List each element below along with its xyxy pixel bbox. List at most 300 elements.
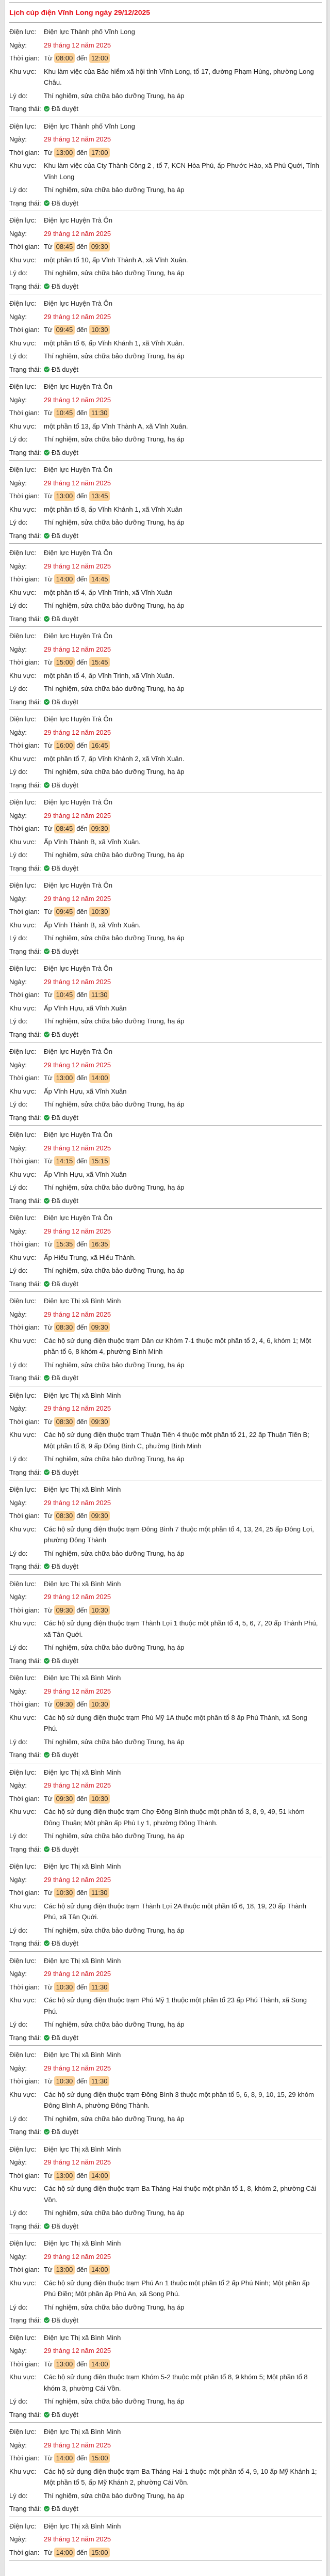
company-row-value: Điện lực Thị xã Bình Minh — [44, 1674, 121, 1682]
reason-row-label: Lý do: — [9, 2209, 28, 2217]
company-row-label: Điện lực: — [9, 965, 37, 972]
status-badge: Đã duyệt — [52, 947, 79, 955]
time-row-value — [44, 740, 322, 751]
check-circle-icon — [44, 1469, 50, 1475]
date-row-label: Ngày: — [9, 135, 27, 143]
date-row — [9, 1058, 322, 1072]
outage-entry — [9, 1575, 322, 1669]
end-time-badge: 14:00 — [89, 2265, 110, 2274]
date-row-value: 29 tháng 12 năm 2025 — [44, 2158, 111, 2166]
area-row-label: Khu vực: — [9, 422, 37, 430]
status-row — [9, 696, 322, 709]
time-row-label: Thời gian: — [9, 2266, 40, 2273]
start-time-badge: 13:00 — [54, 2265, 75, 2274]
reason-row-label: Lý do: — [9, 602, 28, 609]
area-row — [9, 2088, 322, 2112]
time-row-label: Thời gian: — [9, 2454, 40, 2462]
time-row-value — [44, 2359, 322, 2370]
area-row-value: Các hộ sử dụng điện thuộc trạm Phú Mỹ 1 thuộc một phần tổ 23 ấp Phú Thành, xã Song Phú. — [44, 1996, 307, 2015]
company-row-value: Điện lực Huyện Trà Ôn — [44, 549, 112, 557]
date-row — [9, 1225, 322, 1238]
start-time-badge: 09:45 — [54, 907, 75, 916]
status-row-value — [44, 1467, 322, 1478]
area-row — [9, 2370, 322, 2395]
outage-entry — [9, 1209, 322, 1292]
check-circle-icon — [44, 1563, 50, 1569]
status-badge: Đã duyệt — [52, 614, 79, 623]
time-row-value — [44, 1887, 322, 1899]
date-row-label: Ngày: — [9, 229, 27, 238]
to-label: đến — [76, 1794, 88, 1803]
outage-entry — [9, 294, 322, 377]
check-circle-icon — [44, 1940, 50, 1946]
reason-row — [9, 266, 322, 280]
area-row — [9, 337, 322, 350]
date-row-label: Ngày: — [9, 2158, 27, 2166]
status-row-value — [44, 946, 322, 957]
company-row — [9, 1128, 322, 1142]
to-label: đến — [76, 243, 88, 250]
date-row — [9, 477, 322, 490]
to-label: đến — [76, 1889, 88, 1897]
reason-row — [9, 2018, 322, 2031]
company-row — [9, 2048, 322, 2062]
area-row-value: một phần tổ 13, ấp Vĩnh Thành A, xã Vĩnh Xuân. — [44, 422, 188, 430]
check-circle-icon — [44, 1115, 50, 1120]
from-label: Từ — [44, 1606, 53, 1614]
company-row-label: Điện lực: — [9, 2239, 37, 2247]
area-row — [9, 919, 322, 932]
status-row-value — [44, 1195, 322, 1207]
status-badge: Đã duyệt — [52, 1196, 79, 1205]
status-row-label: Trạng thái: — [9, 1468, 41, 1476]
status-badge: Đã duyệt — [52, 698, 79, 706]
company-row-label: Điện lực: — [9, 1485, 37, 1493]
date-row — [9, 1496, 322, 1510]
from-label: Từ — [44, 54, 53, 62]
status-row-label: Trạng thái: — [9, 1845, 41, 1853]
outage-entry — [9, 377, 322, 461]
status-row-label: Trạng thái: — [9, 864, 41, 872]
reason-row-label: Lý do: — [9, 768, 28, 776]
area-row-value: một phần tổ 10, ấp Vĩnh Thành A, xã Vĩnh Xuân. — [44, 256, 188, 264]
date-row-value: 29 tháng 12 năm 2025 — [44, 479, 111, 487]
status-badge: Đã duyệt — [52, 282, 79, 290]
reason-row-value: Thí nghiệm, sửa chữa bảo dưỡng Trung, hạ áp — [44, 2491, 185, 2500]
reason-row-value: Thí nghiệm, sửa chữa bảo dưỡng Trung, hạ áp — [44, 685, 185, 692]
area-row-value: Các hộ sử dụng điện thuộc trạm Phú An 1 thuộc một phần tổ 2 ấp Phú Ninh; Một phần ấp Phú Điền; Một phần ấp Phú An, xã Song Phú. — [44, 2279, 310, 2298]
status-badge: Đã duyệt — [52, 1113, 79, 1121]
time-row-label: Thời gian: — [9, 658, 40, 666]
from-label: Từ — [44, 2360, 53, 2368]
area-row — [9, 420, 322, 433]
reason-row — [9, 2112, 322, 2126]
company-row — [9, 2237, 322, 2250]
company-row-label: Điện lực: — [9, 2428, 37, 2436]
from-label: Từ — [44, 148, 53, 156]
date-row-label: Ngày: — [9, 1875, 27, 1884]
start-time-badge: 10:45 — [54, 990, 75, 1000]
time-row — [9, 240, 322, 254]
from-label: Từ — [44, 1240, 53, 1248]
time-row-value — [44, 2170, 322, 2182]
area-row — [9, 1900, 322, 1924]
status-badge: Đã duyệt — [52, 2128, 79, 2136]
area-row-label: Khu vực: — [9, 1713, 37, 1721]
company-row-value: Điện lực Thị xã Bình Minh — [44, 1956, 121, 1965]
date-row-label: Ngày: — [9, 1498, 27, 1507]
reason-row-label: Lý do: — [9, 1183, 28, 1191]
company-row-value: Điện lực Huyện Trà Ôn — [44, 383, 112, 390]
date-row — [9, 2250, 322, 2264]
date-row-value: 29 tháng 12 năm 2025 — [44, 977, 111, 986]
company-row — [9, 120, 322, 133]
company-row-label: Điện lực: — [9, 1579, 37, 1588]
reason-row — [9, 1735, 322, 1749]
company-row-label: Điện lực: — [9, 2145, 37, 2153]
area-row-value: Các hộ sử dụng điện thuộc trạm Thuận Tiến 4 thuộc một phần tổ 21, 22 ấp Thuận Tiến B; Một phần tổ 8, 9 ấp Đông Bình C, phường Bình Minh — [44, 1431, 309, 1450]
time-row-value — [44, 1793, 322, 1805]
area-row-label: Khu vực: — [9, 1004, 37, 1012]
status-badge: Đã duyệt — [52, 2410, 79, 2419]
date-row-label: Ngày: — [9, 1687, 27, 1695]
date-row — [9, 2062, 322, 2075]
reason-row — [9, 2301, 322, 2314]
to-label: đến — [76, 1606, 88, 1614]
area-row-value: Các hộ sử dụng điện thuộc trạm Thành Lợi 1 thuộc một phần tổ 4, 5, 6, 7, 20 ấp Thành Phú, xã Tân Quới. — [44, 1619, 318, 1638]
area-row — [9, 1711, 322, 1735]
company-row — [9, 1766, 322, 1779]
area-row-label: Khu vực: — [9, 2279, 37, 2287]
area-row — [9, 586, 322, 599]
area-row-label: Khu vực: — [9, 1336, 37, 1345]
outage-entry — [9, 1857, 322, 1952]
area-row-value: Ấp Vĩnh Hựu, xã Vĩnh Xuân — [44, 1170, 127, 1178]
company-row-label: Điện lực: — [9, 632, 37, 640]
outage-entry — [9, 2234, 322, 2329]
area-row — [9, 254, 322, 267]
outage-entry — [9, 461, 322, 544]
to-label: đến — [76, 741, 88, 749]
time-row-value — [44, 906, 322, 918]
from-label: Từ — [44, 741, 53, 749]
to-label: đến — [76, 2360, 88, 2368]
company-row-label: Điện lực: — [9, 122, 37, 130]
outage-entry — [9, 117, 322, 212]
area-row-value: Ấp Vĩnh Hựu, xã Vĩnh Xuân — [44, 1087, 127, 1095]
to-label: đến — [76, 2077, 88, 2085]
date-row-value: 29 tháng 12 năm 2025 — [44, 1227, 111, 1235]
company-row-value: Điện lực Thị xã Bình Minh — [44, 1485, 121, 1493]
from-label: Từ — [44, 908, 53, 915]
date-row-value: 29 tháng 12 năm 2025 — [44, 312, 111, 321]
company-row — [9, 2520, 322, 2533]
date-row-value: 29 tháng 12 năm 2025 — [44, 1498, 111, 1507]
company-row — [9, 1211, 322, 1225]
area-row-label: Khu vực: — [9, 754, 37, 763]
start-time-badge: 09:30 — [54, 1605, 75, 1615]
check-circle-icon — [44, 2506, 50, 2511]
date-row — [9, 1685, 322, 1698]
end-time-badge: 09:30 — [89, 824, 110, 833]
status-badge: Đã duyệt — [52, 781, 79, 789]
to-label: đến — [76, 54, 88, 62]
time-row — [9, 2075, 322, 2088]
outage-schedule-panel — [5, 0, 326, 2576]
time-row — [9, 739, 322, 752]
end-time-badge: 09:30 — [89, 1511, 110, 1521]
time-row-label: Thời gian: — [9, 1157, 40, 1165]
company-row — [9, 1577, 322, 1591]
reason-row-value: Thí nghiệm, sửa chữa bảo dưỡng Trung, hạ áp — [44, 1549, 185, 1557]
area-row-label: Khu vực: — [9, 1525, 37, 1533]
check-circle-icon — [44, 200, 50, 206]
date-row-value: 29 tháng 12 năm 2025 — [44, 1970, 111, 1978]
status-badge: Đã duyệt — [52, 531, 79, 540]
from-label: Từ — [44, 409, 53, 417]
time-row-label: Thời gian: — [9, 1417, 40, 1426]
start-time-badge: 14:00 — [54, 574, 75, 584]
date-row-label: Ngày: — [9, 1593, 27, 1601]
status-badge: Đã duyệt — [52, 1030, 79, 1038]
end-time-badge: 11:30 — [89, 408, 110, 418]
date-row — [9, 1873, 322, 1887]
reason-row — [9, 2206, 322, 2220]
status-row-label: Trạng thái: — [9, 105, 41, 113]
area-row — [9, 2277, 322, 2301]
status-badge: Đã duyệt — [52, 105, 79, 113]
status-badge: Đã duyệt — [52, 2316, 79, 2324]
company-row-label: Điện lực: — [9, 2051, 37, 2059]
status-row-label: Trạng thái: — [9, 1113, 41, 1121]
status-badge: Đã duyệt — [52, 2505, 79, 2512]
page-header — [9, 2, 322, 23]
status-row-label: Trạng thái: — [9, 1656, 41, 1665]
status-row-value — [44, 697, 322, 708]
outage-entry — [9, 959, 322, 1042]
end-time-badge: 16:45 — [89, 740, 110, 750]
time-row-label: Thời gian: — [9, 1240, 40, 1248]
date-row-value: 29 tháng 12 năm 2025 — [44, 1875, 111, 1884]
time-row-value — [44, 2453, 322, 2464]
end-time-badge: 10:30 — [89, 1794, 110, 1804]
company-row-label: Điện lực: — [9, 798, 37, 806]
status-badge: Đã duyệt — [52, 448, 79, 456]
from-label: Từ — [44, 1983, 53, 1991]
reason-row-label: Lý do: — [9, 1267, 28, 1274]
area-row-label: Khu vực: — [9, 2090, 37, 2098]
area-row-value: một phần tổ 6, ấp Vĩnh Khánh 1, xã Vĩnh Xuân. — [44, 339, 185, 347]
end-time-badge: 11:30 — [89, 1888, 110, 1898]
reason-row-value: Thí nghiệm, sửa chữa bảo dưỡng Trung, hạ áp — [44, 2020, 185, 2028]
reason-row-label: Lý do: — [9, 2020, 28, 2028]
end-time-badge: 15:00 — [89, 2453, 110, 2463]
time-row-value — [44, 2264, 322, 2275]
status-row — [9, 612, 322, 626]
area-row — [9, 1334, 322, 1358]
area-row-label: Khu vực: — [9, 67, 37, 75]
status-row — [9, 446, 322, 460]
end-time-badge: 09:30 — [89, 242, 110, 251]
reason-row-label: Lý do: — [9, 2397, 28, 2405]
reason-row — [9, 1641, 322, 1654]
company-row — [9, 1483, 322, 1496]
outage-entry — [9, 2329, 322, 2423]
company-row-value: Điện lực Thị xã Bình Minh — [44, 1391, 121, 1399]
company-row-label: Điện lực: — [9, 2333, 37, 2342]
end-time-badge: 11:30 — [89, 1982, 110, 1992]
status-row-value — [44, 1112, 322, 1124]
status-row-value — [44, 2032, 322, 2044]
page-title: Lịch cúp điện Vĩnh Long ngày 29/12/2025 — [9, 8, 151, 17]
company-row-value: Điện lực Huyện Trà Ôn — [44, 632, 112, 640]
check-circle-icon — [44, 1032, 50, 1037]
status-row-label: Trạng thái: — [9, 448, 41, 456]
time-row — [9, 573, 322, 586]
status-row — [9, 363, 322, 376]
time-row-value — [44, 241, 322, 252]
reason-row — [9, 1358, 322, 1372]
time-row — [9, 1792, 322, 1806]
reason-row-value: Thí nghiệm, sửa chữa bảo dưỡng Trung, hạ áp — [44, 91, 185, 100]
status-badge: Đã duyệt — [52, 365, 79, 373]
company-row — [9, 380, 322, 393]
reason-row — [9, 1452, 322, 1466]
company-row-value: Điện lực Thị xã Bình Minh — [44, 2145, 121, 2153]
time-row — [9, 1321, 322, 1334]
date-row — [9, 310, 322, 324]
start-time-badge: 14:15 — [54, 1156, 75, 1166]
status-row-label: Trạng thái: — [9, 365, 41, 373]
company-row — [9, 25, 322, 39]
reason-row-value: Thí nghiệm, sửa chữa bảo dưỡng Trung, hạ áp — [44, 1455, 185, 1463]
date-row-value: 29 tháng 12 năm 2025 — [44, 728, 111, 736]
time-row-value — [44, 989, 322, 1001]
time-row-label: Thời gian: — [9, 1074, 40, 1082]
from-label: Từ — [44, 658, 53, 666]
start-time-badge: 15:35 — [54, 1239, 75, 1249]
status-row — [9, 945, 322, 958]
area-row-value: Khu làm việc của Cty Thành Công 2 , tổ 7, KCN Hòa Phú, ấp Phước Hào, xã Phú Quới, Tỉnh Vĩnh Long — [44, 162, 319, 181]
from-label: Từ — [44, 2548, 53, 2556]
date-row — [9, 1308, 322, 1321]
reason-row — [9, 1015, 322, 1028]
to-label: đến — [76, 1983, 88, 1991]
time-row — [9, 1509, 322, 1523]
date-row-value: 29 tháng 12 năm 2025 — [44, 396, 111, 404]
time-row-value — [44, 657, 322, 668]
reason-row-label: Lý do: — [9, 435, 28, 443]
to-label: đến — [76, 575, 88, 583]
status-row-value — [44, 2221, 322, 2232]
area-row-label: Khu vực: — [9, 1087, 37, 1095]
status-row-label: Trạng thái: — [9, 1030, 41, 1038]
reason-row-value: Thí nghiệm, sửa chữa bảo dưỡng Trung, hạ áp — [44, 1267, 185, 1274]
area-row-label: Khu vực: — [9, 256, 37, 264]
reason-row-label: Lý do: — [9, 851, 28, 859]
reason-row-value: Thí nghiệm, sửa chữa bảo dưỡng Trung, hạ áp — [44, 1926, 185, 1934]
from-label: Từ — [44, 991, 53, 999]
check-circle-icon — [44, 2035, 50, 2041]
company-row — [9, 214, 322, 227]
to-label: đến — [76, 2171, 88, 2179]
reason-row-value: Thí nghiệm, sửa chữa bảo dưỡng Trung, hạ áp — [44, 518, 185, 526]
time-row-value — [44, 1322, 322, 1333]
outage-entry — [9, 2517, 322, 2561]
date-row-label: Ngày: — [9, 2347, 27, 2354]
reason-row — [9, 765, 322, 779]
reason-row-value: Thí nghiệm, sửa chữa bảo dưỡng Trung, hạ áp — [44, 2303, 185, 2311]
to-label: đến — [76, 991, 88, 999]
area-row — [9, 65, 322, 89]
reason-row-label: Lý do: — [9, 1100, 28, 1108]
to-label: đến — [76, 148, 88, 156]
time-row — [9, 1155, 322, 1168]
status-row-label: Trạng thái: — [9, 1939, 41, 1947]
status-row-value — [44, 1655, 322, 1667]
date-row — [9, 1779, 322, 1792]
company-row-label: Điện lực: — [9, 1131, 37, 1139]
area-row-label: Khu vực: — [9, 1619, 37, 1627]
status-row — [9, 1560, 322, 1573]
status-row — [9, 1277, 322, 1291]
time-row-value — [44, 1239, 322, 1250]
status-row — [9, 1748, 322, 1762]
check-circle-icon — [44, 2129, 50, 2135]
company-row-value: Điện lực Thị xã Bình Minh — [44, 1579, 121, 1588]
company-row-value: Điện lực Huyện Trà Ôn — [44, 216, 112, 224]
reason-row-label: Lý do: — [9, 685, 28, 692]
company-row-label: Điện lực: — [9, 1862, 37, 1870]
date-row — [9, 39, 322, 52]
area-row — [9, 503, 322, 516]
time-row-label: Thời gian: — [9, 1323, 40, 1331]
time-row-label: Thời gian: — [9, 741, 40, 749]
outage-entry — [9, 211, 322, 294]
to-label: đến — [76, 1512, 88, 1520]
time-row — [9, 656, 322, 669]
time-row — [9, 1698, 322, 1711]
to-label: đến — [76, 1240, 88, 1248]
company-row-label: Điện lực: — [9, 881, 37, 889]
outage-entry — [9, 1480, 322, 1575]
check-circle-icon — [44, 2412, 50, 2417]
start-time-badge: 09:30 — [54, 1794, 75, 1804]
end-time-badge: 15:00 — [89, 2548, 110, 2557]
time-row-label: Thời gian: — [9, 991, 40, 999]
date-row — [9, 2533, 322, 2546]
date-row-label: Ngày: — [9, 396, 27, 404]
status-badge: Đã duyệt — [52, 1656, 79, 1665]
start-time-badge: 10:45 — [54, 408, 75, 418]
company-row-value: Điện lực Thị xã Bình Minh — [44, 1297, 121, 1305]
status-row — [9, 1843, 322, 1856]
company-row — [9, 713, 322, 726]
company-row-label: Điện lực: — [9, 1214, 37, 1222]
area-row-value: Ấp Hiếu Trung, xã Hiếu Thành. — [44, 1253, 136, 1261]
company-row-label: Điện lực: — [9, 1674, 37, 1682]
status-badge: Đã duyệt — [52, 2033, 79, 2042]
area-row-label: Khu vực: — [9, 2185, 37, 2192]
company-row-label: Điện lực: — [9, 1048, 37, 1055]
status-row-label: Trạng thái: — [9, 1196, 41, 1205]
date-row-label: Ngày: — [9, 645, 27, 653]
company-row — [9, 1294, 322, 1308]
time-row-value — [44, 823, 322, 834]
to-label: đến — [76, 2454, 88, 2462]
outage-entry — [9, 2140, 322, 2235]
reason-row-value: Thí nghiệm, sửa chữa bảo dưỡng Trung, hạ áp — [44, 1100, 185, 1108]
